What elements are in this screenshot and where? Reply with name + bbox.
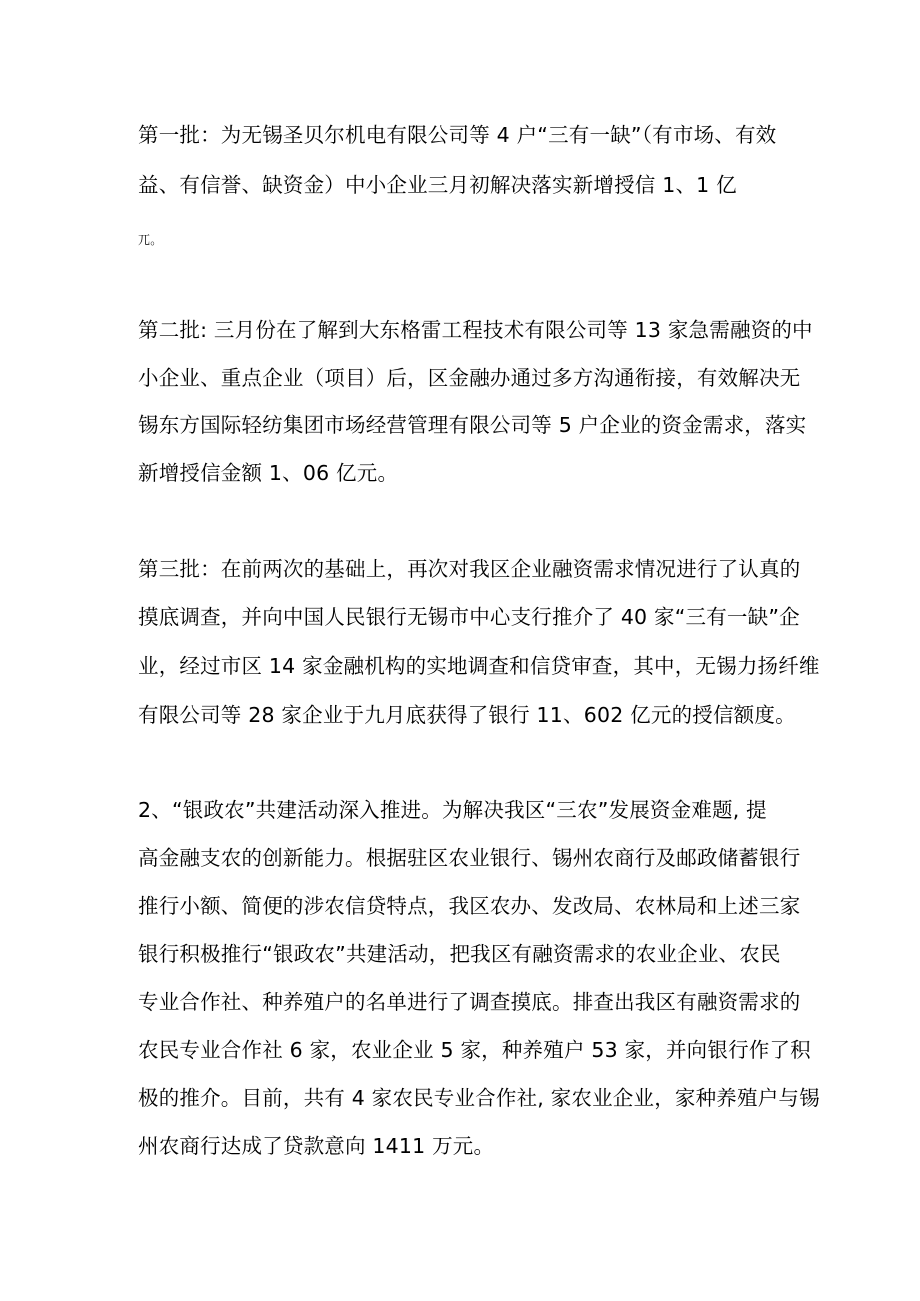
paragraph-4-line-7: 极的推介。目前，共有 4 家农民专业合作社, 家农业企业，家种养殖户与锡 [138, 1086, 820, 1110]
paragraph-1-line-1: 第一批：为无锡圣贝尔机电有限公司等 4 户“三有一缺”（有市场、有效 [138, 123, 777, 147]
paragraph-1-line-3: 兀。 [138, 233, 163, 247]
paragraph-4-line-8: 州农商行达成了贷款意向 1411 万元。 [138, 1134, 495, 1158]
paragraph-1-line-2: 益、有信誉、缺资金）中小企业三月初解决落实新增授信 1、1 亿 [138, 173, 737, 197]
paragraph-3-line-2: 摸底调查，并向中国人民银行无锡市中心支行推介了 40 家“三有一缺”企 [138, 605, 800, 629]
paragraph-2-line-3: 锡东方国际轻纺集团市场经营管理有限公司等 5 户企业的资金需求，落实 [138, 413, 807, 437]
paragraph-4-line-2: 高金融支农的创新能力。根据驻区农业银行、锡州农商行及邮政储蓄银行 [138, 846, 801, 870]
paragraph-3-line-4: 有限公司等 28 家企业于九月底获得了银行 11、602 亿元的授信额度。 [138, 703, 796, 727]
paragraph-4-line-4: 银行积极推行“银政农”共建活动，把我区有融资需求的农业企业、农民 [138, 942, 781, 966]
paragraph-4-line-5: 专业合作社、种养殖户的名单进行了调查摸底。排查出我区有融资需求的 [138, 990, 801, 1014]
paragraph-2-line-4: 新增授信金额 1、06 亿元。 [138, 461, 399, 485]
paragraph-2-line-1: 第二批: 三月份在了解到大东格雷工程技术有限公司等 13 家急需融资的中 [138, 318, 813, 342]
paragraph-3-line-3: 业，经过市区 14 家金融机构的实地调查和信贷审查，其中，无锡力扬纤维 [138, 654, 820, 678]
paragraph-2-line-2: 小企业、重点企业（项目）后，区金融办通过多方沟通衔接，有效解决无 [138, 366, 801, 390]
paragraph-4-line-3: 推行小额、简便的涉农信贷特点，我区农办、发改局、农林局和上述三家 [138, 894, 801, 918]
paragraph-4-line-1: 2、“银政农”共建活动深入推进。为解决我区“三农”发展资金难题, 提 [138, 798, 767, 822]
paragraph-3-line-1: 第三批：在前两次的基础上，再次对我区企业融资需求情况进行了认真的 [138, 557, 801, 581]
paragraph-4-line-6: 农民专业合作社 6 家，农业企业 5 家，种养殖户 53 家，并向银行作了积 [138, 1038, 811, 1062]
